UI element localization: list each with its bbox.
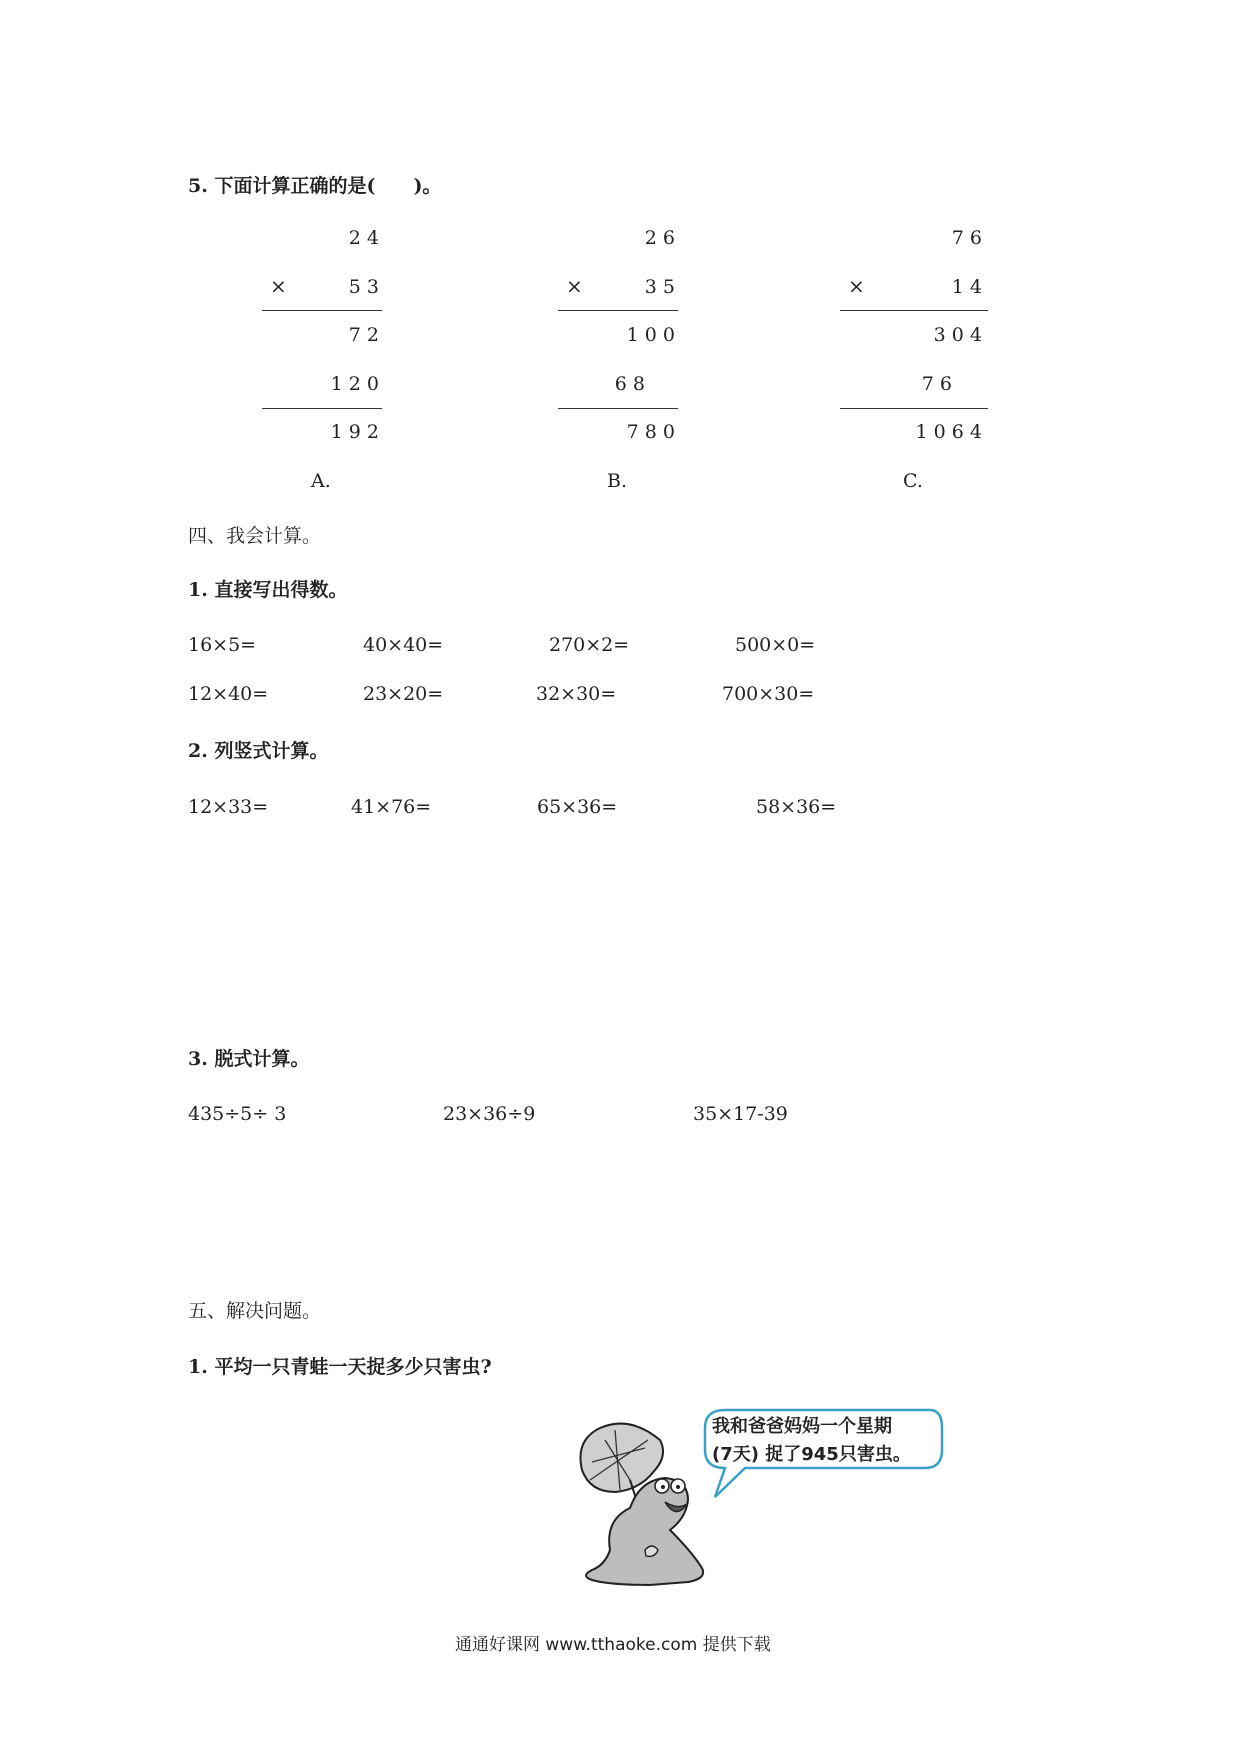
- option-a-label[interactable]: A.: [311, 470, 331, 492]
- oral-calc-item: 500×0=: [735, 634, 816, 656]
- column-calc-item: 41×76=: [351, 796, 432, 818]
- product-result: 1 0 6 4: [915, 421, 982, 443]
- times-sign: ×: [848, 274, 865, 298]
- step-calc-item: 23×36÷9: [443, 1103, 536, 1125]
- partial-product-2: 7 6: [921, 373, 952, 395]
- problem1-title: 1. 平均一只青蛙一天捉多少只害虫?: [188, 1356, 492, 1378]
- step-calc-item: 35×17-39: [693, 1103, 788, 1125]
- partial-product-1: 1 0 0: [626, 324, 675, 346]
- divider-line: [840, 408, 988, 409]
- oral-calc-item: 12×40=: [188, 683, 269, 705]
- oral-calc-item: 270×2=: [549, 634, 630, 656]
- times-sign: ×: [270, 274, 287, 298]
- option-c-label[interactable]: C.: [903, 470, 923, 492]
- factor1: 2 4: [348, 227, 379, 249]
- divider-line: [558, 310, 678, 311]
- divider-line: [262, 408, 382, 409]
- part2-title: 2. 列竖式计算。: [188, 740, 329, 762]
- factor2: 1 4: [951, 276, 982, 298]
- divider-line: [558, 408, 678, 409]
- frog-body: [586, 1478, 703, 1585]
- q5-title: 5. 下面计算正确的是( )。: [188, 175, 442, 197]
- divider-line: [840, 310, 988, 311]
- column-calc-item: 58×36=: [756, 796, 837, 818]
- partial-product-1: 7 2: [348, 324, 379, 346]
- footer-text: 通通好课网 www.tthaoke.com 提供下载: [455, 1635, 771, 1655]
- oral-calc-item: 23×20=: [363, 683, 444, 705]
- option-a-vertical-multiplication: [262, 226, 387, 456]
- part3-title: 3. 脱式计算。: [188, 1048, 310, 1070]
- part1-title: 1. 直接写出得数。: [188, 579, 348, 601]
- step-calc-item: 435÷5÷ 3: [188, 1103, 287, 1125]
- partial-product-2: 1 2 0: [330, 373, 379, 395]
- option-b-vertical-multiplication: [558, 226, 683, 456]
- section4-title: 四、我会计算。: [188, 525, 322, 547]
- oral-calc-item: 40×40=: [363, 634, 444, 656]
- oral-calc-item: 32×30=: [536, 683, 617, 705]
- column-calc-item: 12×33=: [188, 796, 269, 818]
- factor1: 7 6: [951, 227, 982, 249]
- option-c-vertical-multiplication: [840, 226, 990, 456]
- oral-calc-item: 16×5=: [188, 634, 257, 656]
- partial-product-1: 3 0 4: [933, 324, 982, 346]
- factor2: 5 3: [348, 276, 379, 298]
- product-result: 7 8 0: [626, 421, 675, 443]
- speech-bubble-line2: (7天) 捉了945只害虫。: [712, 1444, 911, 1465]
- speech-bubble-line1: 我和爸爸妈妈一个星期: [712, 1416, 892, 1437]
- oral-calc-item: 700×30=: [722, 683, 815, 705]
- column-calc-item: 65×36=: [537, 796, 618, 818]
- section5-title: 五、解决问题。: [188, 1300, 322, 1322]
- times-sign: ×: [566, 274, 583, 298]
- partial-product-2: 6 8: [614, 373, 645, 395]
- factor1: 2 6: [644, 227, 675, 249]
- factor2: 3 5: [644, 276, 675, 298]
- option-b-label[interactable]: B.: [607, 470, 628, 492]
- product-result: 1 9 2: [330, 421, 379, 443]
- divider-line: [262, 310, 382, 311]
